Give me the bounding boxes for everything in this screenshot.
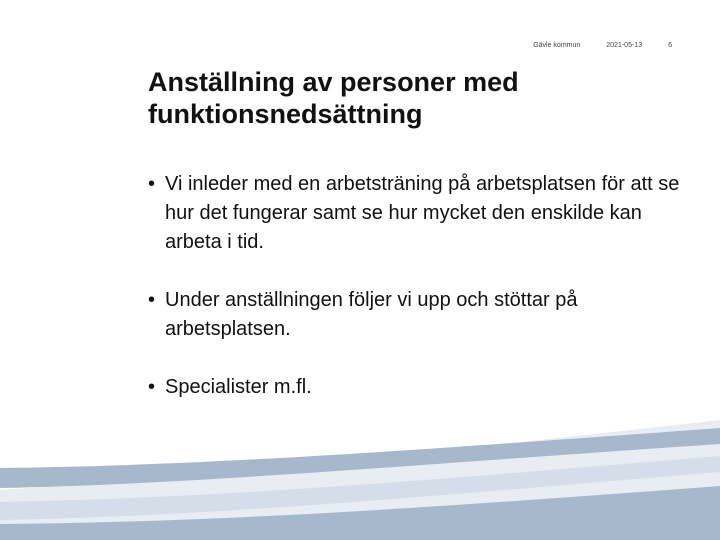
bullet-marker: •: [148, 289, 156, 311]
bullet-marker: •: [148, 173, 156, 195]
header-meta: [533, 42, 672, 49]
organization-label: Gävle kommun: [533, 42, 581, 49]
bullet-text: Vi inleder med en arbetsträning på arbetsplatsen för att se hur det fungerar samt se hur mycket den enskilde kan arbeta i tid.: [165, 173, 680, 253]
bullet-marker: •: [148, 376, 156, 398]
bullet-text: Specialister m.fl.: [165, 376, 312, 398]
bullet-list: [148, 170, 688, 402]
bullet-item: [148, 286, 688, 344]
bullet-text: Under anställningen följer vi upp och stöttar på arbetsplatsen.: [165, 289, 578, 340]
date-label: 2021-05-13: [606, 42, 643, 49]
decorative-wave-band: [0, 420, 720, 540]
bullet-item: [148, 170, 688, 257]
bullet-item: [148, 373, 688, 402]
slide-title: Anställning av personer med funktionsnedsättning: [148, 67, 519, 129]
page-number: 6: [668, 42, 672, 49]
